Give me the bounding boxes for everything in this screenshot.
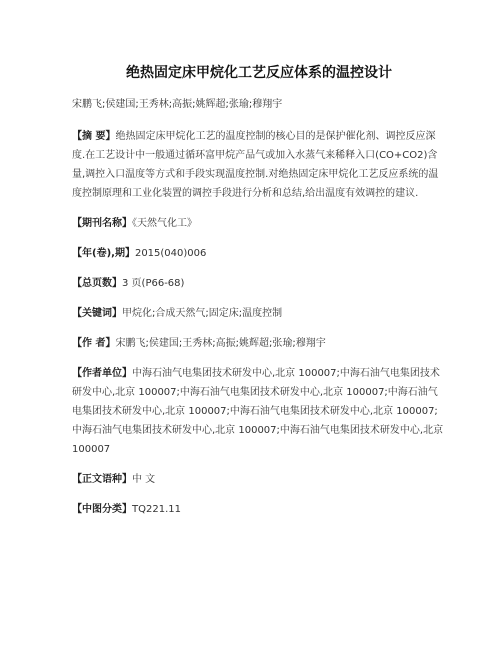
journal-field bbox=[72, 214, 446, 233]
pages-label: 【总页数】 bbox=[72, 278, 122, 289]
year-issue-field bbox=[72, 244, 446, 263]
keywords-field bbox=[72, 304, 446, 323]
classification-field bbox=[72, 500, 446, 519]
classification-label: 【中图分类】 bbox=[72, 504, 132, 515]
affiliation-field bbox=[72, 364, 446, 459]
pages-value: 3 页(P66-68) bbox=[122, 278, 185, 289]
author-list: 宋鹏飞;侯建国;王秀林;高振;姚辉超;张瑜;穆翔宇 bbox=[72, 99, 283, 110]
affiliation-label: 【作者单位】 bbox=[72, 368, 132, 379]
keywords-label: 【关键词】 bbox=[72, 308, 122, 319]
year-issue-label: 【年(卷),期】 bbox=[72, 248, 135, 259]
keywords-value: 甲烷化;合成天然气;固定床;温度控制 bbox=[122, 308, 283, 319]
journal-value: 《天然气化工》 bbox=[132, 218, 197, 229]
document-title: 绝热固定床甲烷化工艺反应体系的温控设计 bbox=[126, 65, 392, 81]
classification-value: TQ221.11 bbox=[132, 504, 181, 515]
journal-label: 【期刊名称】 bbox=[72, 218, 132, 229]
author-field bbox=[72, 334, 446, 353]
abstract-section bbox=[72, 127, 446, 203]
year-issue-value: 2015(040)006 bbox=[134, 248, 207, 259]
language-label: 【正文语种】 bbox=[72, 474, 132, 485]
language-value: 中 文 bbox=[132, 474, 156, 485]
pages-field bbox=[72, 274, 446, 293]
abstract-text: 绝热固定床甲烷化工艺的温度控制的核心目的是保护催化剂、调控反应深度.在工艺设计中一般通过循环富甲烷产品气或加入水蒸气来稀释入口(CO+CO2)含量,调控入口温度等方式和手段实现温度控制.对绝热固定床甲烷化工艺反应系统的温度控制原理和工业化装置的调控手段进行分析和总结,给出温度有效调控的建议. bbox=[72, 131, 439, 199]
language-field bbox=[72, 470, 446, 489]
author-label: 【作 者】 bbox=[72, 338, 116, 349]
affiliation-value: 中海石油气电集团技术研发中心,北京 100007;中海石油气电集团技术研发中心,北京 100007;中海石油气电集团技术研发中心,北京 100007;中海石油气电集团技术研发中心,北京 100007;中海石油气电集团技术研发中心,北京 100007;中海石油气电集团技术研发中心,北京 100007;中海石油气电集团技术研发中心,北京 100007 bbox=[72, 368, 444, 455]
abstract-label: 【摘 要】 bbox=[72, 131, 116, 142]
author-value: 宋鹏飞;侯建国;王秀林;高振;姚辉超;张瑜;穆翔宇 bbox=[115, 338, 326, 349]
